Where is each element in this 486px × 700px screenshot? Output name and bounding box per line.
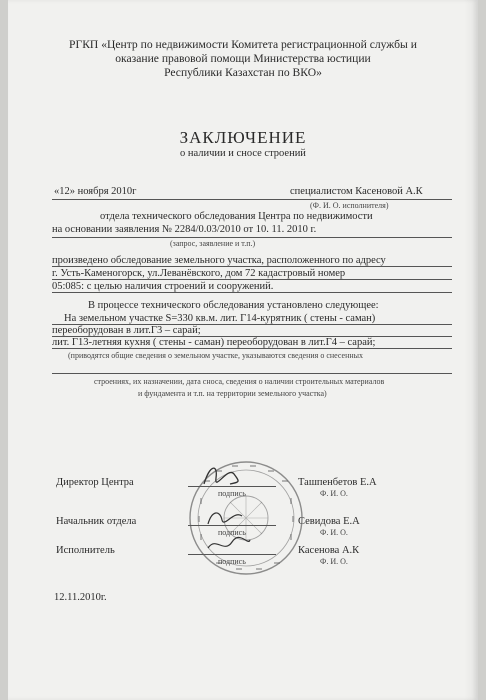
findings-caption-2: строениях, их назначении, дата сноса, сведения о наличии строительных материалов xyxy=(94,377,385,386)
findings-caption-1: (приводятся общие сведения о земельном участке, указываются сведения о снесенных xyxy=(68,351,364,360)
report-date: «12» ноября 2010г xyxy=(54,186,137,197)
findings-caption-3: и фундамента и т.п. на территории земельного участка) xyxy=(138,389,327,398)
footer-date: 12.11.2010г. xyxy=(54,592,107,603)
signature-line xyxy=(188,554,276,555)
signature-caption: подпись xyxy=(218,528,246,537)
fio-caption: (Ф. И. О. исполнителя) xyxy=(310,201,389,210)
basis-caption: (запрос, заявление и т.п.) xyxy=(170,239,256,248)
underline xyxy=(52,237,452,238)
findings-line-2: переоборудован в лит.Г3 – сарай; xyxy=(52,325,201,336)
underline xyxy=(52,279,452,280)
basis-line: на основании заявления № 2284/0.03/2010 от 10. 11. 2010 г. xyxy=(52,224,317,235)
survey-line-3: 05:085: с целью наличия строений и сооружений. xyxy=(52,281,274,292)
name-caption: Ф. И. О. xyxy=(320,557,348,566)
findings-lead: В процессе технического обследования установлено следующее: xyxy=(88,300,379,311)
specialist-name: специалистом Касеновой А.К xyxy=(290,186,423,197)
underline xyxy=(52,348,452,349)
signature-role: Начальник отдела xyxy=(56,516,137,527)
org-header-line-3: Республики Казахстан по ВКО» xyxy=(164,66,322,79)
department-line: отдела технического обследования Центра по недвижимости xyxy=(100,211,373,222)
page-fold-shadow xyxy=(464,0,478,700)
survey-line-2: г. Усть-Каменогорск, ул.Леванёвского, дом 72 кадастровый номер xyxy=(52,268,346,279)
findings-line-3: лит. Г13-летняя кухня ( стены - саман) переоборудован в лит.Г4 – сарай; xyxy=(52,337,376,348)
signatory-name: Касенова А.К xyxy=(298,545,360,556)
document-page xyxy=(8,0,478,700)
name-caption: Ф. И. О. xyxy=(320,528,348,537)
signature-line xyxy=(188,525,276,526)
document-subtitle: о наличии и сносе строений xyxy=(180,148,306,159)
signatory-name: Ташпенбетов Е.А xyxy=(298,477,377,488)
underline xyxy=(52,373,452,374)
signature-caption: подпись xyxy=(218,489,246,498)
signature-role: Директор Центра xyxy=(56,477,134,488)
signature-scribble-icon xyxy=(204,534,254,556)
findings-line-1: На земельном участке S=330 кв.м. лит. Г14-курятник ( стены - саман) xyxy=(64,313,376,324)
name-caption: Ф. И. О. xyxy=(320,489,348,498)
org-header-line-1: РГКП «Центр по недвижимости Комитета регистрационной службы и xyxy=(69,38,417,51)
org-header-line-2: оказание правовой помощи Министерства юстиции xyxy=(115,52,371,65)
survey-line-1: произведено обследование земельного участка, расположенного по адресу xyxy=(52,255,386,266)
signature-line xyxy=(188,486,276,487)
underline xyxy=(52,292,452,293)
document-title: ЗАКЛЮЧЕНИЕ xyxy=(179,128,307,147)
underline xyxy=(52,324,452,325)
underline xyxy=(52,199,452,200)
signature-caption: подпись xyxy=(218,557,246,566)
underline xyxy=(52,266,452,267)
underline xyxy=(52,336,452,337)
signatory-name: Севидова Е.А xyxy=(298,516,360,527)
signature-role: Исполнитель xyxy=(56,545,115,556)
